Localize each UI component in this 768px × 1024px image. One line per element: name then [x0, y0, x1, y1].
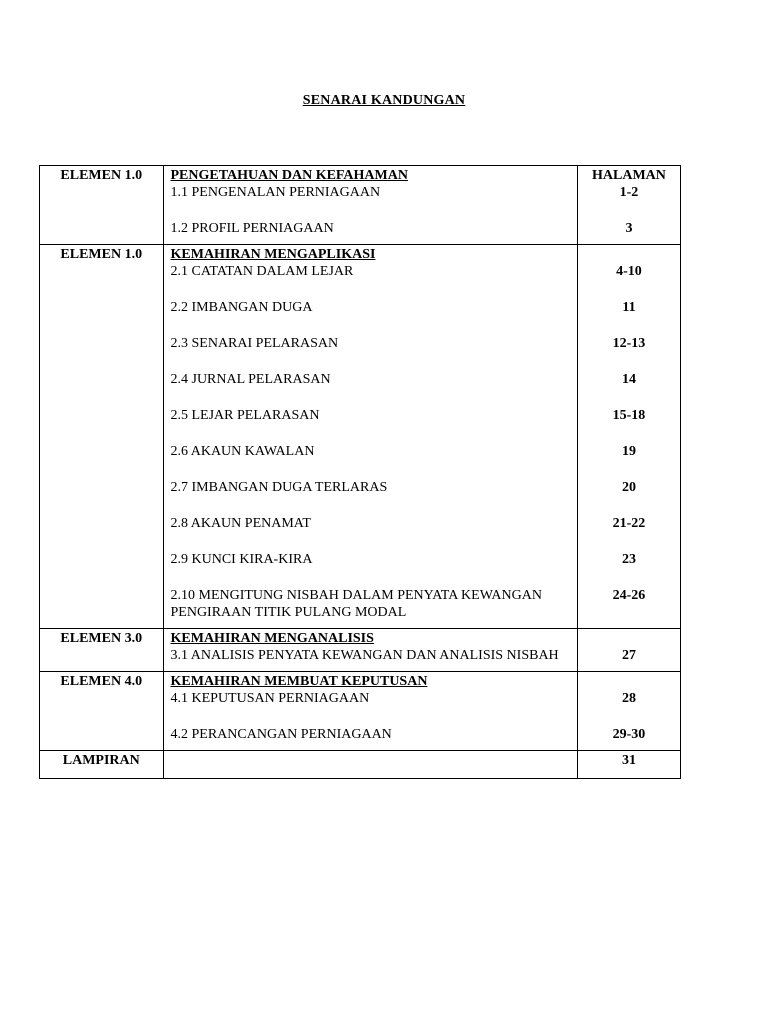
page-number: 29-30	[612, 727, 646, 742]
page-title: SENARAI KANDUNGAN	[302, 93, 466, 108]
page-number: 15-18	[612, 408, 646, 423]
element-label: LAMPIRAN	[40, 751, 164, 779]
toc-entry: 2.9 KUNCI KIRA-KIRA	[170, 552, 313, 567]
page-column	[577, 245, 680, 629]
toc-entry: 2.3 SENARAI PELARASAN	[170, 336, 339, 351]
page-number: 4-10	[616, 264, 642, 279]
table-row	[40, 751, 681, 779]
page-number: 1-2	[619, 185, 639, 200]
contents-table	[39, 165, 681, 779]
element-label: ELEMEN 1.0	[40, 166, 164, 245]
page-number: 23	[621, 552, 636, 567]
page-number: 27	[621, 648, 636, 663]
page-column-header: HALAMAN	[592, 168, 666, 183]
toc-entry: 1.2 PROFIL PERNIAGAAN	[170, 221, 334, 236]
section-content	[163, 245, 577, 629]
page-number: 31	[621, 753, 636, 768]
toc-entry: 2.4 JURNAL PELARASAN	[170, 372, 331, 387]
toc-entry: 2.10 MENGITUNG NISBAH DALAM PENYATA KEWANGAN PENGIRAAN TITIK PULANG MODAL	[170, 588, 542, 620]
element-label: ELEMEN 1.0	[40, 245, 164, 629]
page-spacer	[578, 630, 680, 647]
page-spacer	[578, 673, 680, 690]
page-spacer	[578, 246, 680, 263]
page-number: 14	[621, 372, 636, 387]
element-label: ELEMEN 4.0	[40, 672, 164, 751]
page-number: 11	[622, 300, 636, 315]
page-number: 28	[621, 691, 636, 706]
toc-entry: 2.1 CATATAN DALAM LEJAR	[170, 264, 354, 279]
section-heading: KEMAHIRAN MENGAPLIKASI	[170, 247, 376, 262]
toc-entry: 2.6 AKAUN KAWALAN	[170, 444, 315, 459]
table-row	[40, 245, 681, 629]
toc-entry: 3.1 ANALISIS PENYATA KEWANGAN DAN ANALISIS NISBAH	[170, 648, 559, 663]
table-row	[40, 629, 681, 672]
page-column	[577, 166, 680, 245]
element-label: ELEMEN 3.0	[40, 629, 164, 672]
page-number: 12-13	[612, 336, 646, 351]
toc-entry: 2.7 IMBANGAN DUGA TERLARAS	[170, 480, 388, 495]
toc-entry: 4.2 PERANCANGAN PERNIAGAAN	[170, 727, 392, 742]
page-number: 20	[621, 480, 636, 495]
page-column	[577, 629, 680, 672]
section-heading: KEMAHIRAN MEMBUAT KEPUTUSAN	[170, 674, 428, 689]
toc-entry: 1.1 PENGENALAN PERNIAGAAN	[170, 185, 381, 200]
section-content	[163, 672, 577, 751]
toc-entry: 2.5 LEJAR PELARASAN	[170, 408, 320, 423]
section-content	[163, 629, 577, 672]
page-number: 3	[625, 221, 633, 236]
page-number: 19	[621, 444, 636, 459]
section-heading: PENGETAHUAN DAN KEFAHAMAN	[170, 168, 408, 183]
page-number: 21-22	[612, 516, 646, 531]
toc-entry: 2.2 IMBANGAN DUGA	[170, 300, 313, 315]
page-column	[577, 751, 680, 779]
section-content	[163, 166, 577, 245]
section-content	[163, 751, 577, 779]
toc-entry: 4.1 KEPUTUSAN PERNIAGAAN	[170, 691, 370, 706]
table-row	[40, 166, 681, 245]
page-number: 24-26	[612, 588, 646, 603]
section-heading: KEMAHIRAN MENGANALISIS	[170, 631, 374, 646]
page-column	[577, 672, 680, 751]
table-row	[40, 672, 681, 751]
toc-entry: 2.8 AKAUN PENAMAT	[170, 516, 311, 531]
